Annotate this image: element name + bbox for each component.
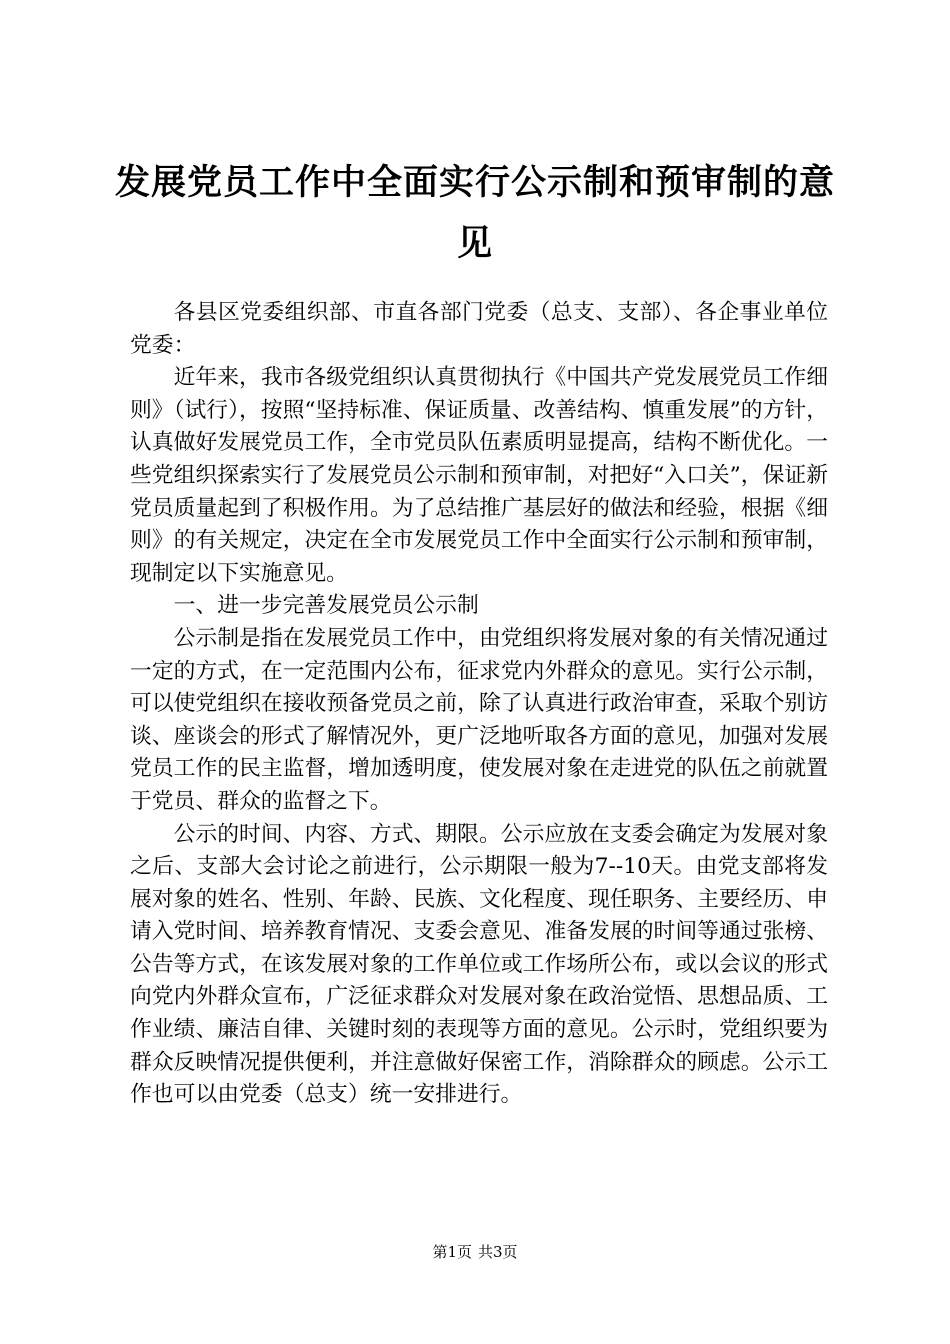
body-paragraph: 公示的时间、内容、方式、期限。公示应放在支委会确定为发展对象之后、支部大会讨论之前进行，公示期限一般为7--10天。由党支部将发展对象的姓名、性别、年龄、民族、文化程度、现任职务、主要经历、申请入党时间、培养教育情况、支委会意见、准备发展的时间等通过张榜、公告等方式，在该发展对象的工作单位或工作场所公布，或以会议的形式向党内外群众宣布，广泛征求群众对发展对象在政治觉悟、思想品质、工作业绩、廉洁自律、关键时刻的表现等方面的意见。公示时，党组织要为群众反映情况提供便利，并注意做好保密工作，消除群众的顾虑。公示工作也可以由党委（总支）统一安排进行。 — [130, 821, 828, 1108]
body-paragraph: 公示制是指在发展党员工作中，由党组织将发展对象的有关情况通过一定的方式，在一定范围内公布，征求党内外群众的意见。实行公示制，可以使党组织在接收预备党员之前，除了认真进行政治审查，采取个别访谈、座谈会的形式了解情况外，更广泛地听取各方面的意见，加强对发展党员工作的民主监督，增加透明度，使发展对象在走进党的队伍之前就置于党员、群众的监督之下。 — [130, 625, 828, 814]
page-total: 共3页 — [478, 1243, 518, 1261]
document-title: 发展党员工作中全面实行公示制和预审制的意见 — [114, 163, 835, 264]
section-heading: 一、进一步完善发展党员公示制 — [173, 593, 479, 619]
page-footer — [0, 1242, 950, 1262]
salutation-paragraph: 各县区党委组织部、市直各部门党委（总支、支部）、各企事业单位党委： — [130, 300, 828, 358]
page-number: 第1页 — [432, 1243, 472, 1261]
document-body — [130, 297, 828, 1112]
body-paragraph: 近年来，我市各级党组织认真贯彻执行《中国共产党发展党员工作细则》（试行），按照“坚持标准、保证质量、改善结构、慎重发展”的方针，认真做好发展党员工作，全市党员队伍素质明显提高，结构不断优化。一些党组织探索实行了发展党员公示制和预审制，对把好“入口关”，保证新党员质量起到了积极作用。为了总结推广基层好的做法和经验，根据《细则》的有关规定，决定在全市发展党员工作中全面实行公示制和预审制，现制定以下实施意见。 — [130, 365, 828, 586]
